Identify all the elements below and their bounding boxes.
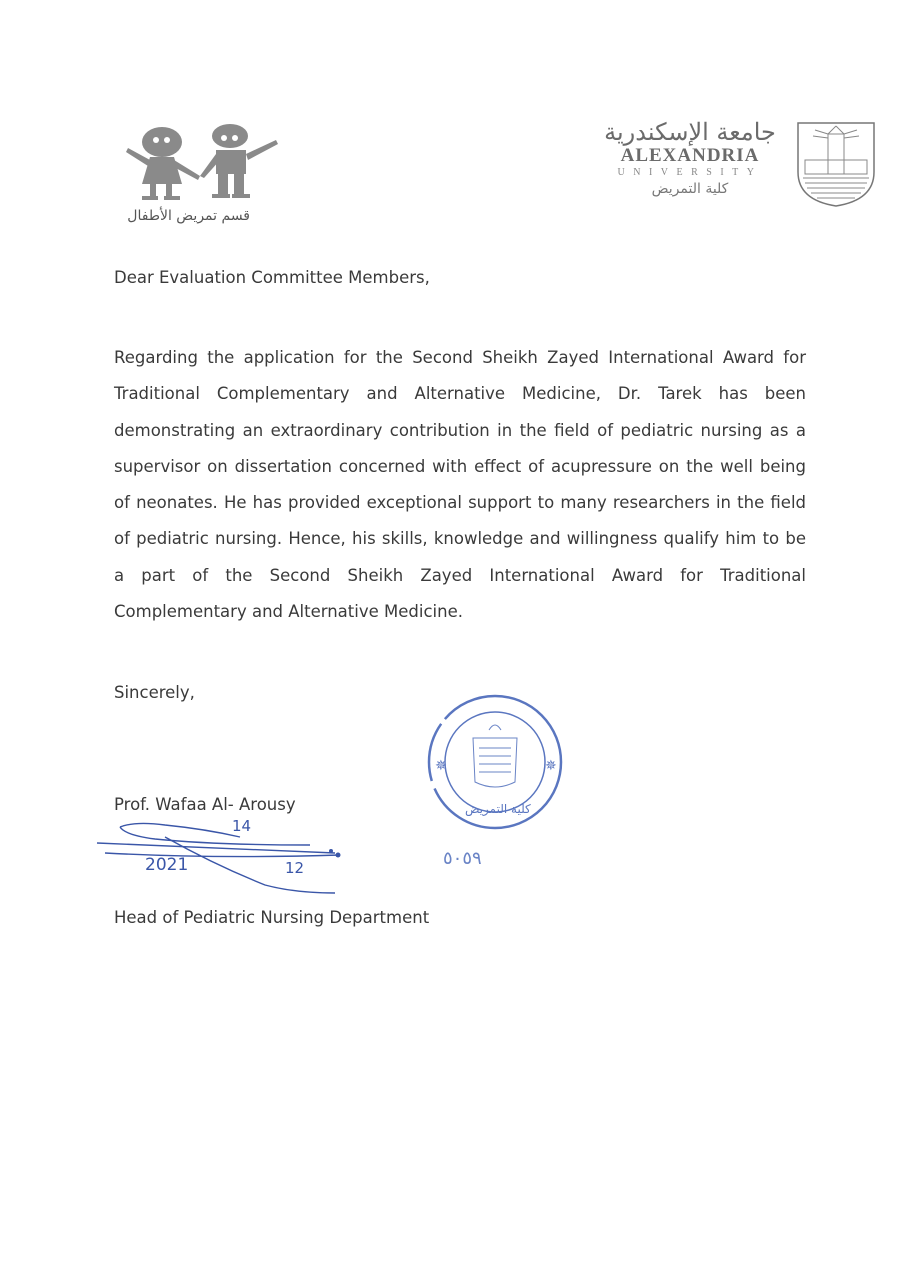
signature-strokes [95,815,355,900]
svg-text:✵: ✵ [545,758,557,774]
signer-name: Prof. Wafaa Al- Arousy [114,795,296,814]
department-name: قسم تمريض الأطفال [127,208,250,224]
signature-date-day: 14 [232,817,252,835]
university-name-block [590,118,790,208]
stamp-text: كلية التمريض [465,802,531,816]
signer-title: Head of Pediatric Nursing Department [114,908,430,927]
stamp-serial: ٥٠٥٩ [443,848,482,869]
letter-body: Regarding the application for the Second Sheikh Zayed International Award for Traditional Complementary and Alternative Medicine, Dr. Tarek has been demonstrating an extraordinary contribution in the field of pediatric nursing as a supervisor on dissertation concerned with effect of acupressure on the well being of neonates. He has provided exceptional support to many researchers in the field of pediatric nursing. Hence, his skills, knowledge and willingness qualify him to be a part of the Second Sheikh Zayed International Award for Traditional Complementary and Alternative Medicine. [114,348,806,622]
svg-text:✵: ✵ [435,758,447,774]
faculty-seal-stamp-icon [395,690,575,840]
university-name-ar: جامعة الإسكندرية [604,118,776,146]
closing: Sincerely, [114,683,195,702]
signature-date-month: 12 [285,859,305,877]
lighthouse-crest-icon [795,120,877,208]
university-name-en: ALEXANDRIA [620,145,760,166]
faculty-name-ar: كلية التمريض [651,181,729,197]
children-holding-hands-icon [120,122,290,207]
university-subtitle: UNIVERSITY [617,167,763,178]
handwritten-signature [95,815,355,900]
signature-date-year: 2021 [145,855,189,875]
official-stamp [395,690,575,880]
university-crest [795,120,877,208]
greeting: Dear Evaluation Committee Members, [114,268,430,287]
